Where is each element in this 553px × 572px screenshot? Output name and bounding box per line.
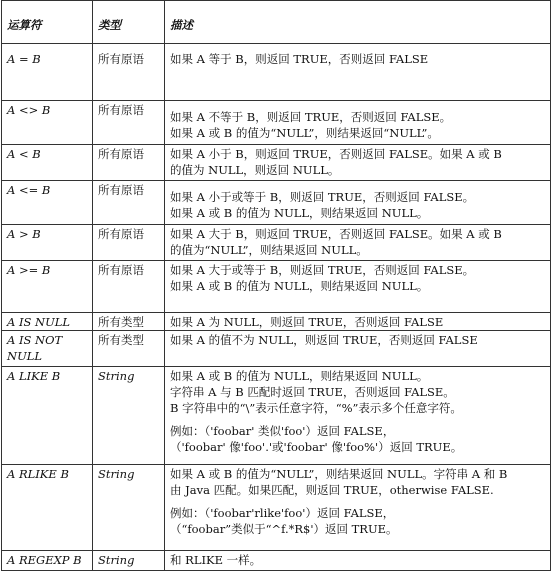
operator-cell: A < B bbox=[2, 145, 93, 181]
operator-cell: A > B bbox=[2, 225, 93, 261]
type-cell: 所有原语 bbox=[93, 44, 165, 101]
table-row bbox=[2, 44, 551, 101]
operator-cell: A REGEXP B bbox=[2, 551, 93, 571]
description-cell: 如果 A 小于 B，则返回 TRUE，否则返回 FALSE。如果 A 或 B 的值为 NULL，则返回 NULL。 bbox=[165, 145, 551, 181]
operator-cell: A RLIKE B bbox=[2, 465, 93, 551]
example-line: （'foobar' 像'foo'.'或'foobar' 像'foo%'）返回 TRUE。 bbox=[170, 440, 463, 454]
example-line: 例如：（'foobar' 类似'foo'）返回 FALSE， bbox=[170, 424, 395, 438]
type-cell: 所有原语 bbox=[93, 181, 165, 225]
table-row bbox=[2, 551, 551, 571]
table-row bbox=[2, 181, 551, 225]
example-line: （“foobar”类似于“^f.*R$'）返回 TRUE。 bbox=[170, 522, 398, 536]
table-row bbox=[2, 225, 551, 261]
table-row bbox=[2, 367, 551, 465]
header-type: 类型 bbox=[93, 1, 165, 44]
table-row bbox=[2, 465, 551, 551]
description-cell: 如果 A 或 B 的值为 NULL，则结果返回 NULL。 字符串 A 与 B 匹配时返回 TRUE，否则返回 FALSE。 B 字符串中的“\”表示任意字符，“%”表示多个任意字符。 例如：（'foobar' 类似'foo'）返回 FALSE， （'foobar' 像'foo'.'或'foobar' 像'foo%'）返回 TRUE。 bbox=[165, 367, 551, 465]
type-cell: 所有类型 bbox=[93, 313, 165, 331]
description-cell: 如果 A 的值不为 NULL，则返回 TRUE，否则返回 FALSE bbox=[165, 331, 551, 367]
header-description: 描述 bbox=[165, 1, 551, 44]
table-row bbox=[2, 313, 551, 331]
type-cell: String bbox=[93, 367, 165, 465]
table-row bbox=[2, 101, 551, 145]
table-row bbox=[2, 331, 551, 367]
operator-cell: A <> B bbox=[2, 101, 93, 145]
description-cell: 如果 A 不等于 B，则返回 TRUE，否则返回 FALSE。 如果 A 或 B 的值为“NULL”，则结果返回“NULL”。 bbox=[165, 101, 551, 145]
type-cell: String bbox=[93, 551, 165, 571]
type-cell: 所有原语 bbox=[93, 145, 165, 181]
operator-cell: A <= B bbox=[2, 181, 93, 225]
operator-cell: A IS NULL bbox=[2, 313, 93, 331]
type-cell: 所有类型 bbox=[93, 331, 165, 367]
type-cell: 所有原语 bbox=[93, 101, 165, 145]
table-row bbox=[2, 261, 551, 313]
description-cell: 如果 A 大于 B，则返回 TRUE，否则返回 FALSE。如果 A 或 B 的值为“NULL”，则结果返回 NULL。 bbox=[165, 225, 551, 261]
description-cell: 如果 A 为 NULL，则返回 TRUE，否则返回 FALSE bbox=[165, 313, 551, 331]
example-line: 例如：（'foobar'rlike'foo'）返回 FALSE， bbox=[170, 506, 395, 520]
type-cell: String bbox=[93, 465, 165, 551]
operator-cell: A IS NOT NULL bbox=[2, 331, 93, 367]
header-operator: 运算符 bbox=[2, 1, 93, 44]
operator-cell: A = B bbox=[2, 44, 93, 101]
header-row bbox=[2, 1, 551, 44]
description-cell: 和 RLIKE 一样。 bbox=[165, 551, 551, 571]
type-cell: 所有原语 bbox=[93, 261, 165, 313]
description-cell: 如果 A 大于或等于 B，则返回 TRUE，否则返回 FALSE。 如果 A 或 B 的值为 NULL，则结果返回 NULL。 bbox=[165, 261, 551, 313]
operators-table bbox=[1, 0, 551, 571]
operator-cell: A >= B bbox=[2, 261, 93, 313]
description-cell: 如果 A 小于或等于 B，则返回 TRUE，否则返回 FALSE。 如果 A 或 B 的值为 NULL，则结果返回 NULL。 bbox=[165, 181, 551, 225]
table-row bbox=[2, 145, 551, 181]
description-cell: 如果 A 等于 B，则返回 TRUE，否则返回 FALSE bbox=[165, 44, 551, 101]
operator-cell: A LIKE B bbox=[2, 367, 93, 465]
description-cell: 如果 A 或 B 的值为“NULL”，则结果返回 NULL。字符串 A 和 B 由 Java 匹配。如果匹配，则返回 TRUE，otherwise FALSE. 例如：（'foobar'rlike'foo'）返回 FALSE， （“foobar”类似于“^f.*R$'）返回 TRUE。 bbox=[165, 465, 551, 551]
type-cell: 所有原语 bbox=[93, 225, 165, 261]
